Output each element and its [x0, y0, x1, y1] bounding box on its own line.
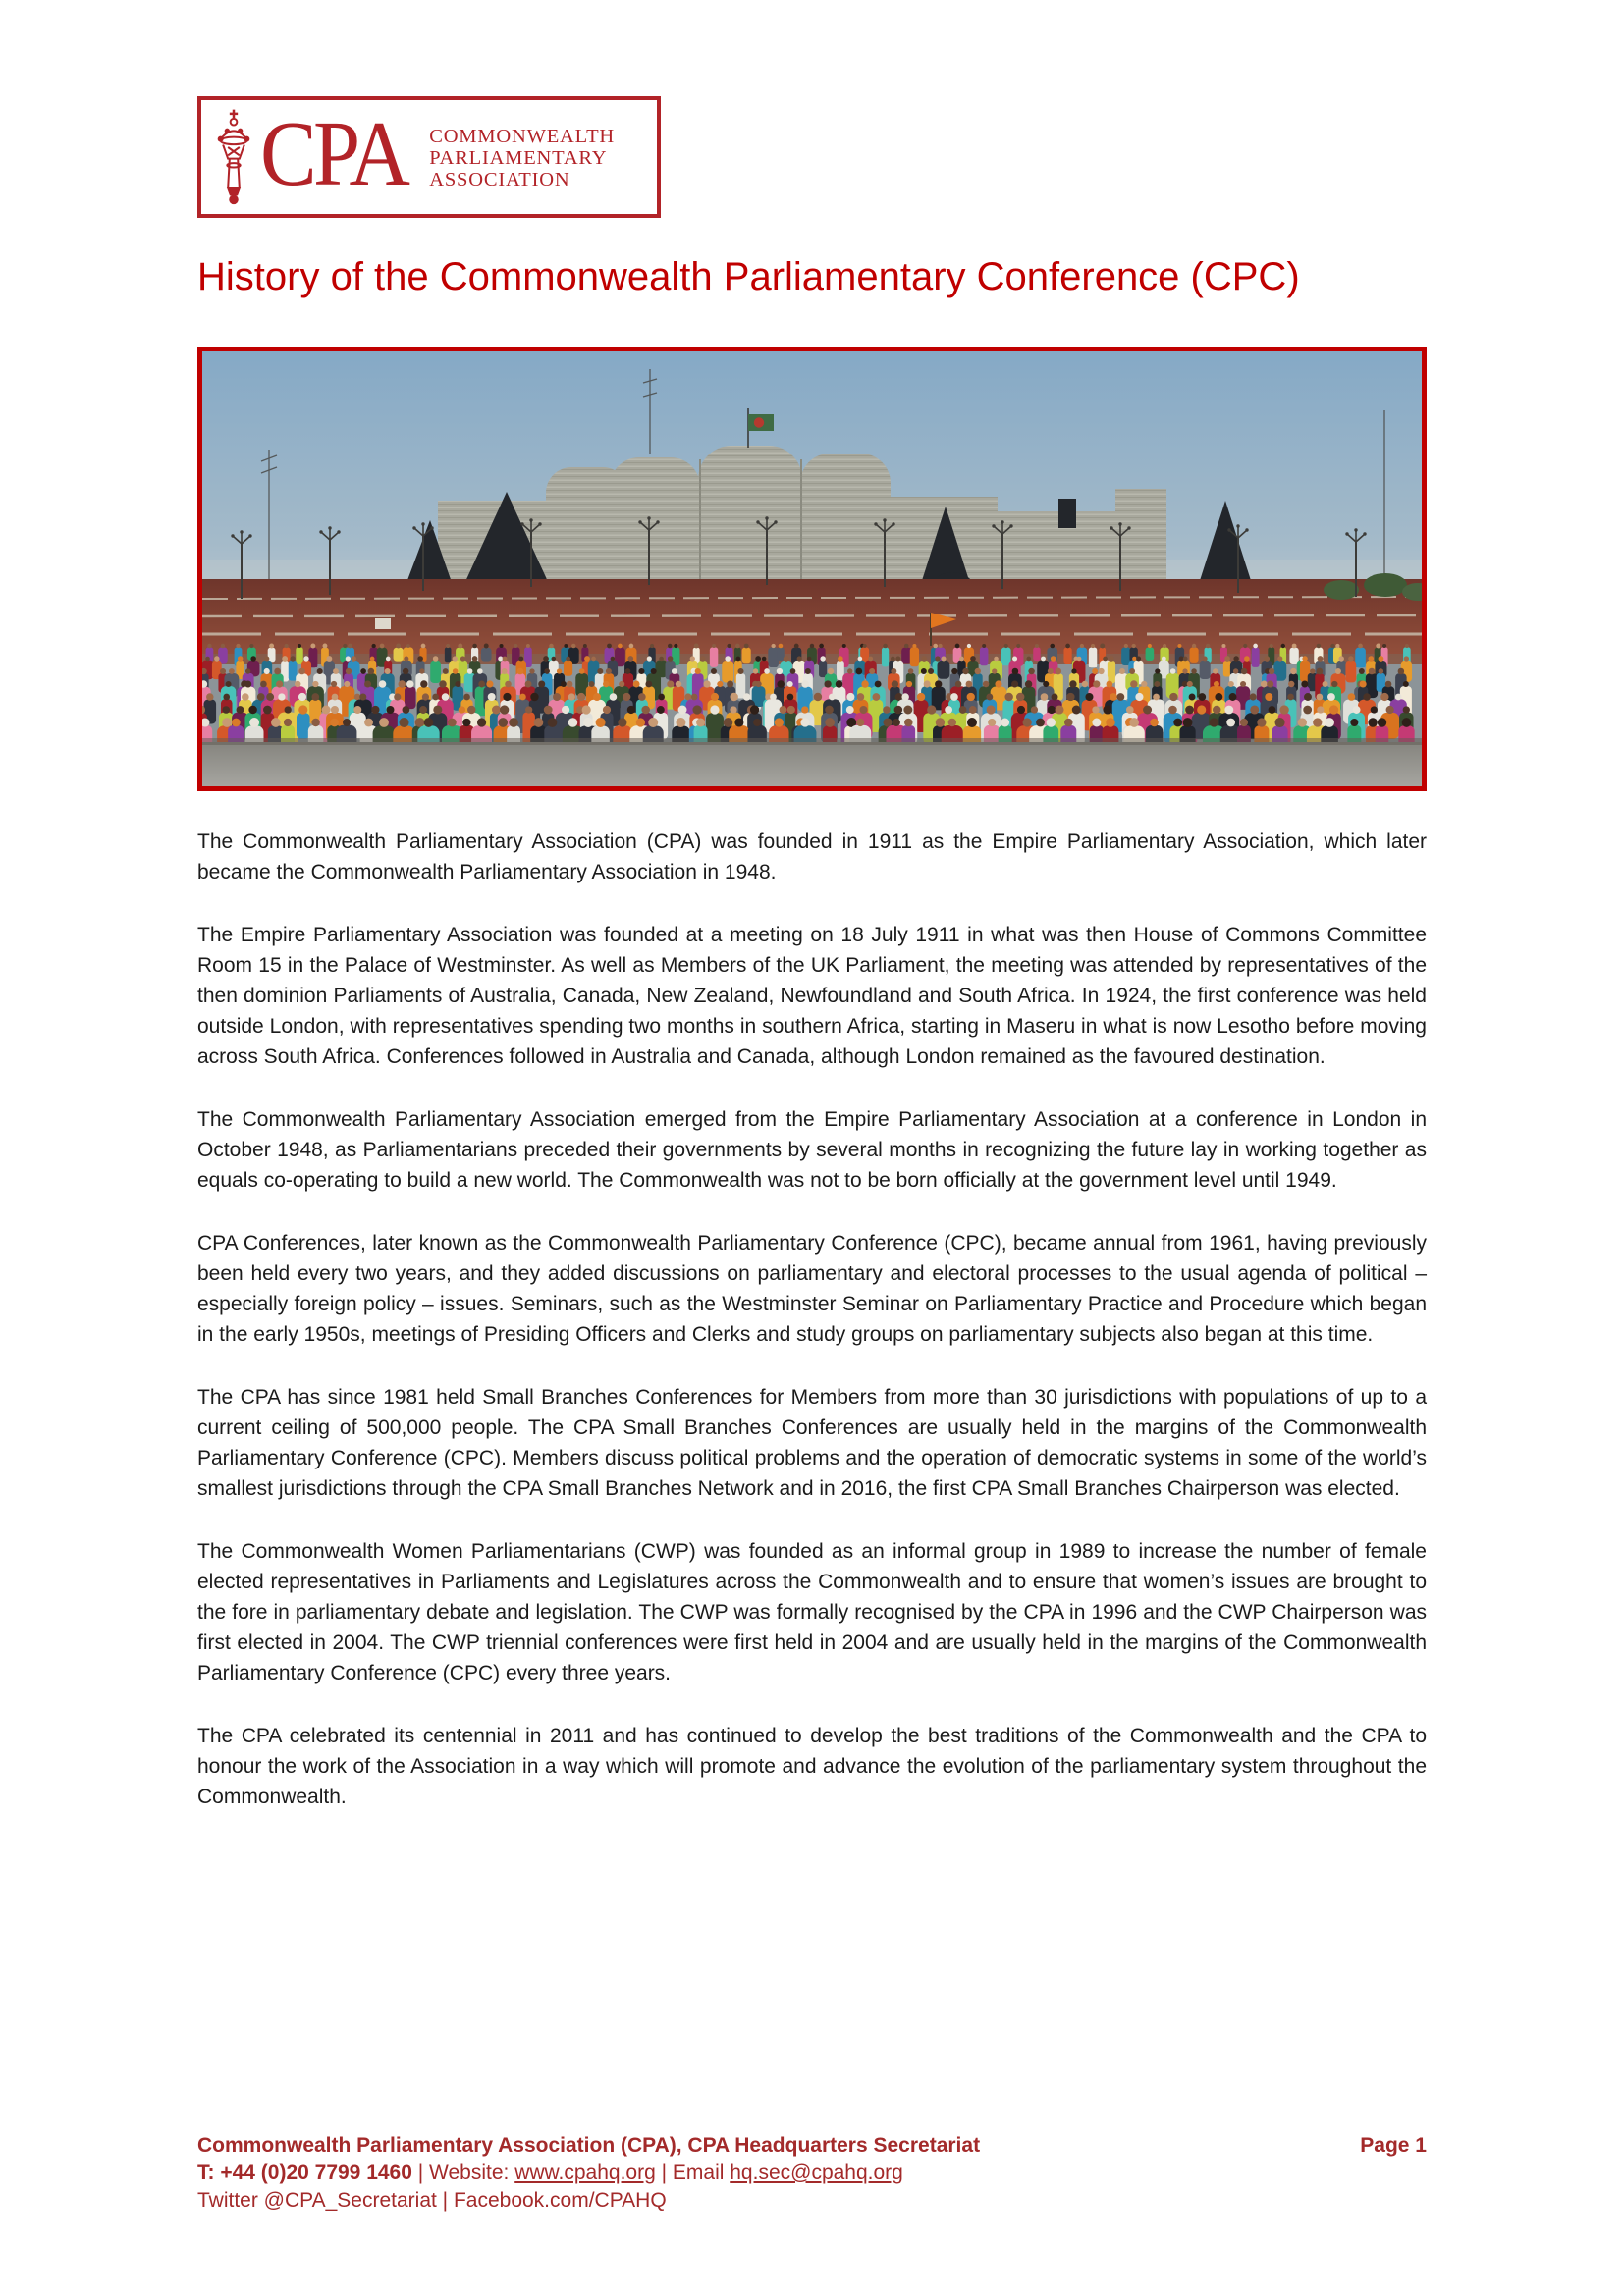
footer-contact-block — [197, 2132, 980, 2215]
footer-social-line: Twitter @CPA_Secretariat | Facebook.com/CPAHQ — [197, 2189, 667, 2212]
page-number: Page 1 — [1360, 2134, 1427, 2157]
article-body — [197, 827, 1427, 1844]
paragraph-7: The CPA celebrated its centennial in 2011 and has continued to develop the best traditions of the Commonwealth and the CPA to honour the work of the Association in a way which will promote and advance the evolution of the parliamentary system throughout the Commonwealth. — [197, 1725, 1427, 1808]
logo-word-line3: ASSOCIATION — [429, 169, 570, 190]
paragraph-5: The CPA has since 1981 held Small Branches Conferences for Members from more than 30 jurisdictions with populations of up to a current ceiling of 500,000 people. The CPA Small Branches Conferences are usually held in the margins of the Commonwealth Parliamentary Conference (CPC). Members discuss political problems and the operation of democratic systems in some of the world’s smallest jurisdictions through the CPA Small Branches Network and in 2016, the first CPA Small Branches Chairperson was elected. — [197, 1386, 1427, 1500]
footer-sep-website: | Website: — [411, 2162, 515, 2184]
conference-photo-art — [202, 351, 1422, 786]
paragraph-2: The Empire Parliamentary Association was founded at a meeting on 18 July 1911 in what was then House of Commons Committee Room 15 in the Palace of Westminster. As well as Members of the UK Parliament, the meeting was attended by representatives of the then dominion Parliaments of Australia, Canada, New Zealand, Newfoundland and South Africa. In 1924, the first conference was held outside London, with representatives spending two months in southern Africa, starting in Maseru in what is now Lesotho before moving across South Africa. Conferences followed in Australia and Canada, although London remained as the favoured destination. — [197, 924, 1427, 1068]
paragraph-3: The Commonwealth Parliamentary Association emerged from the Empire Parliamentary Association at a conference in London in October 1948, as Parliamentarians preceded their governments by several months in recognizing the future lay in working together as equals co-operating to build a new world. The Commonwealth was not to be born officially at the government level until 1949. — [197, 1108, 1427, 1192]
paragraph-4: CPA Conferences, later known as the Commonwealth Parliamentary Conference (CPC), became annual from 1961, having previously been held every two years, and they added discussions on parliamentary and electoral processes to the usual agenda of political – especially foreign policy – issues. Seminars, such as the Westminster Seminar on Parliamentary Practice and Procedure which began in the early 1950s, meetings of Presiding Officers and Clerks and study groups on parliamentary subjects also began at this time. — [197, 1232, 1427, 1346]
website-link[interactable]: www.cpahq.org — [514, 2162, 656, 2184]
footer-org-line: Commonwealth Parliamentary Association (CPA), CPA Headquarters Secretariat — [197, 2134, 981, 2157]
logo-word-line1: COMMONWEALTH — [429, 126, 616, 147]
conference-photo — [197, 347, 1427, 791]
paragraph-1: The Commonwealth Parliamentary Association (CPA) was founded in 1911 as the Empire Parliamentary Association, which later became the Commonwealth Parliamentary Association in 1948. — [197, 830, 1427, 883]
paragraph-6: The Commonwealth Women Parliamentarians (CWP) was founded as an informal group in 1989 to increase the number of female elected representatives in Parliaments and Legislatures across the Commonwealth and to ensure that women’s issues are brought to the fore in parliamentary debate and legislation. The CWP was formally recognised by the CPA in 1996 and the CWP Chairperson was first elected in 2004. The CWP triennial conferences were first held in 2004 and are usually held in the margins of the Commonwealth Parliamentary Conference (CPC) every three years. — [197, 1540, 1427, 1684]
cpa-logo — [197, 96, 661, 218]
logo-word-line2: PARLIAMENTARY — [429, 147, 608, 169]
footer-sep-email: | Email — [655, 2162, 731, 2184]
footer-phone: T: +44 (0)20 7799 1460 — [197, 2162, 412, 2184]
footer-contact-line — [197, 2160, 980, 2187]
footer — [197, 2132, 1427, 2215]
logo-wordmark — [429, 126, 615, 190]
email-link[interactable]: hq.sec@cpahq.org — [730, 2162, 903, 2184]
page-title: History of the Commonwealth Parliamentary Conference (CPC) — [197, 255, 1300, 298]
crown-mace-icon — [209, 105, 258, 209]
logo-acronym: CPA — [260, 102, 407, 205]
